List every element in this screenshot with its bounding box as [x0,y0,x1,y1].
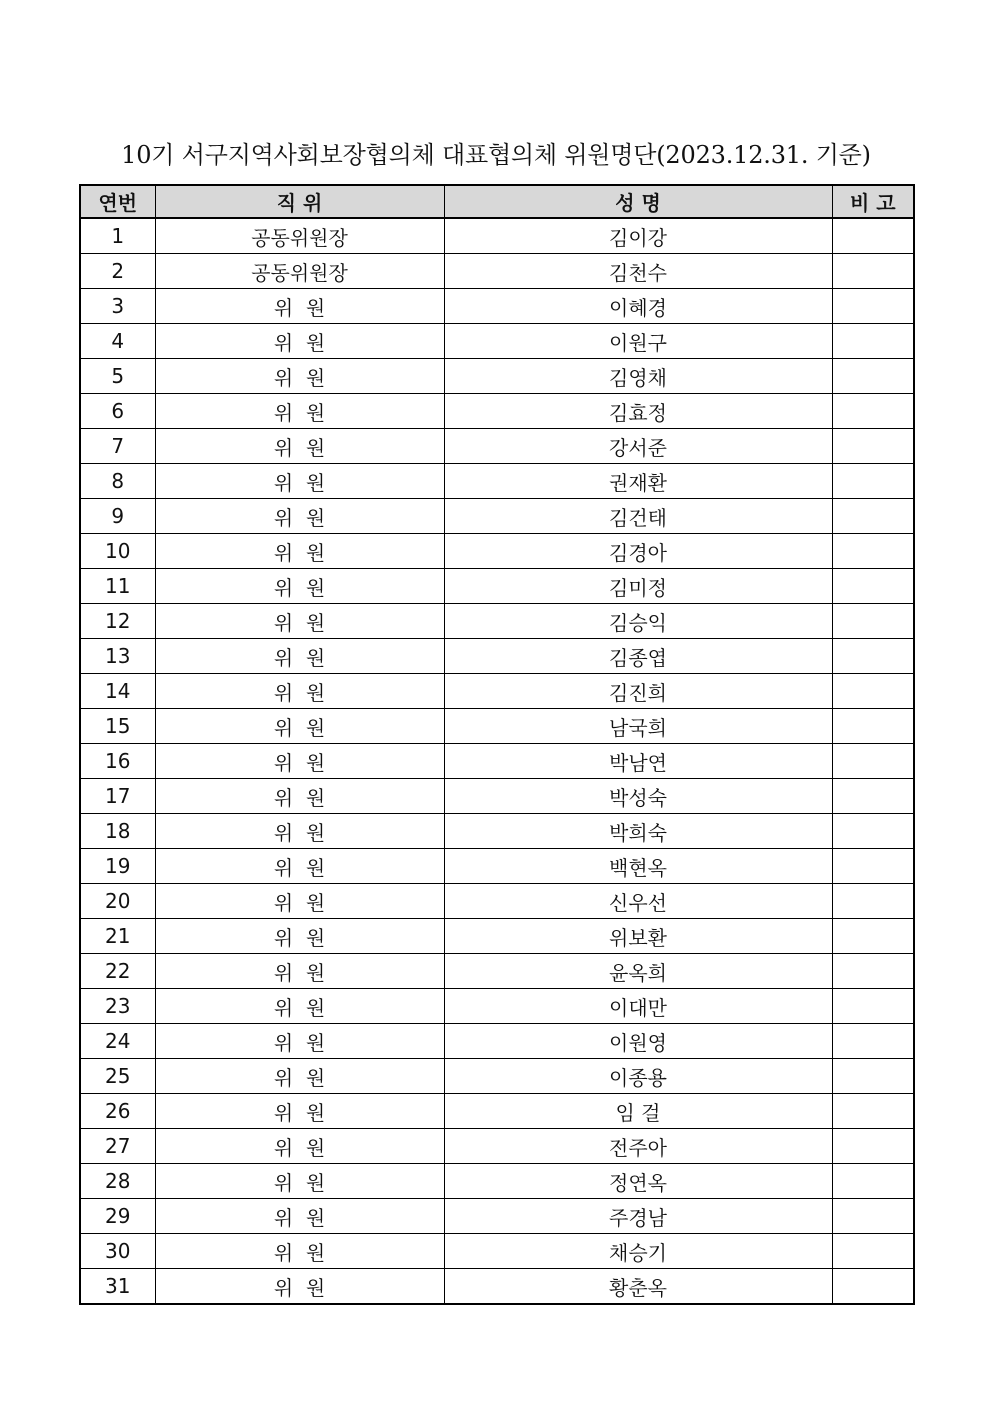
table-header [80,185,914,218]
cell-no: 21 [80,919,155,954]
cell-no: 13 [80,639,155,674]
table-row [80,674,914,709]
cell-position: 위 원 [155,954,444,989]
cell-name: 김미정 [444,569,832,604]
cell-note [832,1269,914,1305]
cell-name: 채승기 [444,1234,832,1269]
header-position: 직 위 [155,185,444,218]
cell-no: 15 [80,709,155,744]
cell-note [832,394,914,429]
table-row [80,1024,914,1059]
cell-no: 3 [80,289,155,324]
cell-name: 김이강 [444,218,832,254]
table-row [80,569,914,604]
cell-note [832,1094,914,1129]
cell-position: 공동위원장 [155,218,444,254]
cell-name: 박남연 [444,744,832,779]
table-row [80,849,914,884]
cell-no: 26 [80,1094,155,1129]
cell-no: 24 [80,1024,155,1059]
table-row [80,1199,914,1234]
cell-no: 27 [80,1129,155,1164]
cell-name: 주경남 [444,1199,832,1234]
cell-no: 6 [80,394,155,429]
table-row [80,1059,914,1094]
cell-name: 김종엽 [444,639,832,674]
cell-note [832,1164,914,1199]
cell-note [832,429,914,464]
cell-no: 12 [80,604,155,639]
table-row [80,1269,914,1305]
cell-no: 31 [80,1269,155,1305]
cell-no: 16 [80,744,155,779]
cell-note [832,849,914,884]
cell-name: 이종용 [444,1059,832,1094]
cell-no: 5 [80,359,155,394]
cell-note [832,1059,914,1094]
table-row [80,218,914,254]
cell-position: 위 원 [155,324,444,359]
table-row [80,884,914,919]
table-row [80,499,914,534]
table-row [80,289,914,324]
cell-note [832,639,914,674]
table-row [80,1129,914,1164]
cell-note [832,1234,914,1269]
header-no: 연번 [80,185,155,218]
cell-note [832,569,914,604]
header-name: 성 명 [444,185,832,218]
cell-no: 17 [80,779,155,814]
cell-position: 위 원 [155,289,444,324]
table-row [80,989,914,1024]
table-row [80,709,914,744]
cell-name: 위보환 [444,919,832,954]
cell-name: 황춘옥 [444,1269,832,1305]
cell-name: 백현옥 [444,849,832,884]
cell-note [832,359,914,394]
cell-no: 28 [80,1164,155,1199]
cell-position: 위 원 [155,1129,444,1164]
table-row [80,429,914,464]
cell-position: 위 원 [155,674,444,709]
cell-position: 위 원 [155,744,444,779]
cell-position: 위 원 [155,1269,444,1305]
cell-position: 위 원 [155,569,444,604]
cell-no: 7 [80,429,155,464]
cell-no: 1 [80,218,155,254]
table-row [80,1234,914,1269]
cell-position: 위 원 [155,779,444,814]
cell-name: 김효정 [444,394,832,429]
cell-position: 공동위원장 [155,254,444,289]
cell-name: 김천수 [444,254,832,289]
cell-position: 위 원 [155,534,444,569]
cell-no: 25 [80,1059,155,1094]
table-row [80,954,914,989]
cell-position: 위 원 [155,849,444,884]
cell-no: 30 [80,1234,155,1269]
cell-position: 위 원 [155,429,444,464]
cell-name: 김영채 [444,359,832,394]
table-row [80,359,914,394]
table-row [80,1094,914,1129]
cell-name: 강서준 [444,429,832,464]
cell-note [832,534,914,569]
table-row [80,464,914,499]
cell-note [832,289,914,324]
cell-no: 23 [80,989,155,1024]
cell-no: 10 [80,534,155,569]
cell-name: 신우선 [444,884,832,919]
cell-note [832,1199,914,1234]
cell-position: 위 원 [155,499,444,534]
cell-name: 정연옥 [444,1164,832,1199]
cell-position: 위 원 [155,1094,444,1129]
table-header-row [80,185,914,218]
table-row [80,814,914,849]
cell-name: 권재환 [444,464,832,499]
cell-position: 위 원 [155,1199,444,1234]
cell-no: 11 [80,569,155,604]
cell-position: 위 원 [155,1059,444,1094]
table-row [80,534,914,569]
cell-note [832,744,914,779]
cell-position: 위 원 [155,464,444,499]
cell-no: 9 [80,499,155,534]
cell-position: 위 원 [155,709,444,744]
cell-no: 4 [80,324,155,359]
table-row [80,779,914,814]
cell-note [832,254,914,289]
cell-name: 이원구 [444,324,832,359]
cell-name: 김진희 [444,674,832,709]
cell-no: 19 [80,849,155,884]
cell-note [832,989,914,1024]
cell-note [832,884,914,919]
cell-note [832,709,914,744]
table-row [80,394,914,429]
cell-name: 윤옥희 [444,954,832,989]
cell-position: 위 원 [155,1234,444,1269]
table-body [80,218,914,1304]
cell-note [832,814,914,849]
cell-position: 위 원 [155,1024,444,1059]
cell-name: 박성숙 [444,779,832,814]
cell-position: 위 원 [155,884,444,919]
cell-position: 위 원 [155,1164,444,1199]
cell-no: 18 [80,814,155,849]
cell-position: 위 원 [155,639,444,674]
cell-note [832,1129,914,1164]
cell-name: 남국희 [444,709,832,744]
table-row [80,744,914,779]
cell-note [832,1024,914,1059]
cell-name: 임 걸 [444,1094,832,1129]
member-roster-table [79,184,915,1305]
table-row [80,324,914,359]
cell-note [832,218,914,254]
cell-note [832,324,914,359]
cell-name: 이혜경 [444,289,832,324]
cell-note [832,919,914,954]
table-row [80,919,914,954]
cell-name: 이원영 [444,1024,832,1059]
cell-position: 위 원 [155,919,444,954]
cell-name: 김승익 [444,604,832,639]
cell-note [832,464,914,499]
cell-position: 위 원 [155,604,444,639]
table-row [80,254,914,289]
cell-name: 김건태 [444,499,832,534]
cell-name: 김경아 [444,534,832,569]
cell-no: 29 [80,1199,155,1234]
cell-name: 박희숙 [444,814,832,849]
table-row [80,639,914,674]
cell-position: 위 원 [155,814,444,849]
cell-note [832,954,914,989]
cell-no: 20 [80,884,155,919]
cell-note [832,779,914,814]
cell-note [832,499,914,534]
cell-no: 2 [80,254,155,289]
header-note: 비 고 [832,185,914,218]
page-title: 10기 서구지역사회보장협의체 대표협의체 위원명단(2023.12.31. 기준) [121,141,871,169]
cell-position: 위 원 [155,394,444,429]
cell-note [832,604,914,639]
cell-note [832,674,914,709]
cell-name: 이대만 [444,989,832,1024]
cell-position: 위 원 [155,989,444,1024]
cell-position: 위 원 [155,359,444,394]
cell-name: 전주아 [444,1129,832,1164]
cell-no: 22 [80,954,155,989]
cell-no: 8 [80,464,155,499]
table-row [80,1164,914,1199]
cell-no: 14 [80,674,155,709]
table-row [80,604,914,639]
